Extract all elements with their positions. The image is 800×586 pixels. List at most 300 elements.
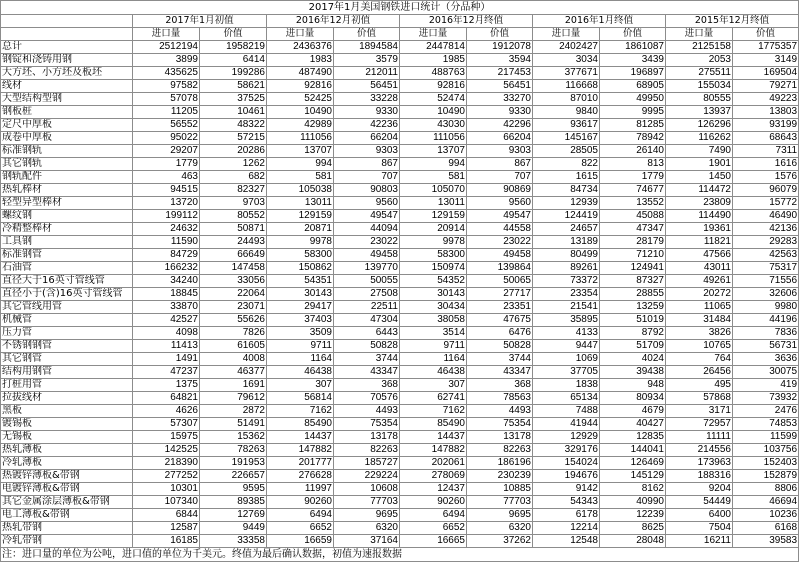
value-cell[interactable]: 6476: [467, 327, 533, 340]
value-cell[interactable]: 42236: [334, 119, 400, 132]
product-label[interactable]: 热轧棒材: [1, 184, 133, 197]
value-cell[interactable]: 152403: [733, 457, 799, 470]
value-cell[interactable]: 33270: [467, 93, 533, 106]
volume-cell[interactable]: 42989: [267, 119, 334, 132]
volume-cell[interactable]: 10765: [666, 340, 733, 353]
product-label[interactable]: 结构用钢管: [1, 366, 133, 379]
volume-cell[interactable]: 37705: [533, 366, 600, 379]
value-cell[interactable]: 1912078: [467, 41, 533, 54]
volume-cell[interactable]: 6844: [133, 509, 200, 522]
value-cell[interactable]: 44094: [334, 223, 400, 236]
volume-cell[interactable]: 94515: [133, 184, 200, 197]
volume-cell[interactable]: 20871: [267, 223, 334, 236]
volume-cell[interactable]: 107340: [133, 496, 200, 509]
value-cell[interactable]: 73932: [733, 392, 799, 405]
value-cell[interactable]: 26140: [600, 145, 666, 158]
value-cell[interactable]: 217453: [467, 67, 533, 80]
volume-cell[interactable]: 52474: [400, 93, 467, 106]
volume-cell[interactable]: 1164: [267, 353, 334, 366]
volume-cell[interactable]: 41944: [533, 418, 600, 431]
volume-cell[interactable]: 20914: [400, 223, 467, 236]
volume-cell[interactable]: 277252: [133, 470, 200, 483]
volume-cell[interactable]: 278069: [400, 470, 467, 483]
value-cell[interactable]: 226657: [200, 470, 267, 483]
volume-cell[interactable]: 12437: [400, 483, 467, 496]
volume-cell[interactable]: 92816: [400, 80, 467, 93]
volume-cell[interactable]: 85490: [400, 418, 467, 431]
volume-cell[interactable]: 1069: [533, 353, 600, 366]
volume-cell[interactable]: 1779: [133, 158, 200, 171]
value-cell[interactable]: 27508: [334, 288, 400, 301]
value-cell[interactable]: 139864: [467, 262, 533, 275]
product-label[interactable]: 大型结构型钢: [1, 93, 133, 106]
volume-cell[interactable]: 35895: [533, 314, 600, 327]
value-cell[interactable]: 9980: [733, 301, 799, 314]
volume-cell[interactable]: 7490: [666, 145, 733, 158]
value-cell[interactable]: 56451: [334, 80, 400, 93]
volume-cell[interactable]: 12939: [533, 197, 600, 210]
volume-cell[interactable]: 6400: [666, 509, 733, 522]
value-cell[interactable]: 6443: [334, 327, 400, 340]
product-label[interactable]: 冷轧带钢: [1, 535, 133, 548]
product-label[interactable]: 标准钢管: [1, 249, 133, 262]
value-header[interactable]: 价值: [334, 28, 400, 41]
value-cell[interactable]: 66204: [334, 132, 400, 145]
product-label[interactable]: 热轧带钢: [1, 522, 133, 535]
volume-cell[interactable]: 54351: [267, 275, 334, 288]
value-cell[interactable]: 82327: [200, 184, 267, 197]
value-cell[interactable]: 43347: [467, 366, 533, 379]
volume-cell[interactable]: 194676: [533, 470, 600, 483]
volume-cell[interactable]: 52425: [267, 93, 334, 106]
value-cell[interactable]: 50055: [334, 275, 400, 288]
value-cell[interactable]: 82263: [467, 444, 533, 457]
product-label[interactable]: 无锡板: [1, 431, 133, 444]
value-cell[interactable]: 55626: [200, 314, 267, 327]
volume-cell[interactable]: 173963: [666, 457, 733, 470]
value-cell[interactable]: 867: [467, 158, 533, 171]
volume-cell[interactable]: 11590: [133, 236, 200, 249]
volume-cell[interactable]: 13707: [400, 145, 467, 158]
value-cell[interactable]: 1861087: [600, 41, 666, 54]
volume-cell[interactable]: 49261: [666, 275, 733, 288]
volume-cell[interactable]: 89261: [533, 262, 600, 275]
value-cell[interactable]: 13178: [334, 431, 400, 444]
value-cell[interactable]: 124941: [600, 262, 666, 275]
volume-cell[interactable]: 2512194: [133, 41, 200, 54]
value-cell[interactable]: 3579: [334, 54, 400, 67]
product-label[interactable]: 总计: [1, 41, 133, 54]
volume-cell[interactable]: 6494: [267, 509, 334, 522]
value-cell[interactable]: 37525: [200, 93, 267, 106]
value-cell[interactable]: 42563: [733, 249, 799, 262]
value-cell[interactable]: 56731: [733, 340, 799, 353]
value-cell[interactable]: 12239: [600, 509, 666, 522]
value-cell[interactable]: 196897: [600, 67, 666, 80]
value-cell[interactable]: 1691: [200, 379, 267, 392]
volume-cell[interactable]: 13720: [133, 197, 200, 210]
volume-cell[interactable]: 377671: [533, 67, 600, 80]
value-cell[interactable]: 56451: [467, 80, 533, 93]
value-cell[interactable]: 6320: [467, 522, 533, 535]
volume-cell[interactable]: 31484: [666, 314, 733, 327]
value-cell[interactable]: 58621: [200, 80, 267, 93]
value-cell[interactable]: 27717: [467, 288, 533, 301]
volume-cell[interactable]: 54449: [666, 496, 733, 509]
product-label[interactable]: 其它钢管: [1, 353, 133, 366]
value-header[interactable]: 价值: [733, 28, 799, 41]
volume-cell[interactable]: 11065: [666, 301, 733, 314]
volume-cell[interactable]: 56552: [133, 119, 200, 132]
value-cell[interactable]: 30075: [733, 366, 799, 379]
volume-cell[interactable]: 14437: [400, 431, 467, 444]
volume-cell[interactable]: 14437: [267, 431, 334, 444]
product-label[interactable]: 电镀锌薄板&带钢: [1, 483, 133, 496]
volume-cell[interactable]: 111056: [400, 132, 467, 145]
value-cell[interactable]: 9560: [467, 197, 533, 210]
value-cell[interactable]: 23351: [467, 301, 533, 314]
volume-cell[interactable]: 24657: [533, 223, 600, 236]
value-cell[interactable]: 49458: [334, 249, 400, 262]
volume-cell[interactable]: 2125158: [666, 41, 733, 54]
volume-cell[interactable]: 30143: [267, 288, 334, 301]
volume-cell[interactable]: 54343: [533, 496, 600, 509]
value-cell[interactable]: 9995: [600, 106, 666, 119]
value-cell[interactable]: 44558: [467, 223, 533, 236]
volume-cell[interactable]: 6178: [533, 509, 600, 522]
value-cell[interactable]: 28855: [600, 288, 666, 301]
value-cell[interactable]: 68643: [733, 132, 799, 145]
value-cell[interactable]: 9303: [334, 145, 400, 158]
value-cell[interactable]: 9330: [334, 106, 400, 119]
value-cell[interactable]: 4493: [334, 405, 400, 418]
value-cell[interactable]: 42136: [733, 223, 799, 236]
value-cell[interactable]: 40427: [600, 418, 666, 431]
volume-cell[interactable]: 1985: [400, 54, 467, 67]
volume-cell[interactable]: 13011: [400, 197, 467, 210]
value-cell[interactable]: 3744: [467, 353, 533, 366]
volume-cell[interactable]: 154024: [533, 457, 600, 470]
value-cell[interactable]: 212011: [334, 67, 400, 80]
volume-cell[interactable]: 87010: [533, 93, 600, 106]
volume-cell[interactable]: 46438: [400, 366, 467, 379]
value-cell[interactable]: 47304: [334, 314, 400, 327]
volume-cell[interactable]: 10490: [400, 106, 467, 119]
volume-cell[interactable]: 147882: [400, 444, 467, 457]
value-cell[interactable]: 948: [600, 379, 666, 392]
value-cell[interactable]: 50065: [467, 275, 533, 288]
volume-cell[interactable]: 57868: [666, 392, 733, 405]
value-cell[interactable]: 3636: [733, 353, 799, 366]
volume-cell[interactable]: 214556: [666, 444, 733, 457]
volume-cell[interactable]: 147882: [267, 444, 334, 457]
period-header[interactable]: 2017年1月初值: [133, 15, 267, 28]
value-cell[interactable]: 89385: [200, 496, 267, 509]
volume-cell[interactable]: 57307: [133, 418, 200, 431]
value-cell[interactable]: 81285: [600, 119, 666, 132]
value-cell[interactable]: 49950: [600, 93, 666, 106]
value-cell[interactable]: 49547: [467, 210, 533, 223]
value-cell[interactable]: 93199: [733, 119, 799, 132]
volume-cell[interactable]: 329176: [533, 444, 600, 457]
value-cell[interactable]: 1779: [600, 171, 666, 184]
volume-cell[interactable]: 30143: [400, 288, 467, 301]
volume-cell[interactable]: 28505: [533, 145, 600, 158]
value-cell[interactable]: 707: [467, 171, 533, 184]
value-cell[interactable]: 8625: [600, 522, 666, 535]
volume-cell[interactable]: 16211: [666, 535, 733, 548]
value-cell[interactable]: 10236: [733, 509, 799, 522]
value-cell[interactable]: 33056: [200, 275, 267, 288]
volume-cell[interactable]: 47566: [666, 249, 733, 262]
value-cell[interactable]: 4008: [200, 353, 267, 366]
volume-cell[interactable]: 9711: [267, 340, 334, 353]
volume-cell[interactable]: 93617: [533, 119, 600, 132]
value-cell[interactable]: 103756: [733, 444, 799, 457]
value-cell[interactable]: 199286: [200, 67, 267, 80]
volume-header[interactable]: 进口量: [267, 28, 334, 41]
volume-cell[interactable]: 12587: [133, 522, 200, 535]
product-label[interactable]: 轻型异型棒材: [1, 197, 133, 210]
volume-cell[interactable]: 3171: [666, 405, 733, 418]
volume-cell[interactable]: 116262: [666, 132, 733, 145]
value-cell[interactable]: 23022: [467, 236, 533, 249]
volume-cell[interactable]: 3899: [133, 54, 200, 67]
volume-cell[interactable]: 199112: [133, 210, 200, 223]
volume-cell[interactable]: 822: [533, 158, 600, 171]
value-cell[interactable]: 229224: [334, 470, 400, 483]
value-cell[interactable]: 1262: [200, 158, 267, 171]
period-header[interactable]: 2015年12月终值: [666, 15, 799, 28]
value-cell[interactable]: 12835: [600, 431, 666, 444]
value-cell[interactable]: 230239: [467, 470, 533, 483]
value-cell[interactable]: 368: [334, 379, 400, 392]
volume-cell[interactable]: 487490: [267, 67, 334, 80]
value-cell[interactable]: 43347: [334, 366, 400, 379]
value-cell[interactable]: 68905: [600, 80, 666, 93]
volume-cell[interactable]: 13189: [533, 236, 600, 249]
value-cell[interactable]: 49223: [733, 93, 799, 106]
volume-cell[interactable]: 19361: [666, 223, 733, 236]
value-cell[interactable]: 6414: [200, 54, 267, 67]
value-cell[interactable]: 1616: [733, 158, 799, 171]
volume-cell[interactable]: 90260: [400, 496, 467, 509]
product-label[interactable]: 钢板桩: [1, 106, 133, 119]
value-cell[interactable]: 79612: [200, 392, 267, 405]
value-cell[interactable]: 74677: [600, 184, 666, 197]
volume-cell[interactable]: 56814: [267, 392, 334, 405]
value-cell[interactable]: 6168: [733, 522, 799, 535]
value-header[interactable]: 价值: [467, 28, 533, 41]
volume-cell[interactable]: 42527: [133, 314, 200, 327]
volume-cell[interactable]: 1491: [133, 353, 200, 366]
value-cell[interactable]: 682: [200, 171, 267, 184]
value-cell[interactable]: 46694: [733, 496, 799, 509]
value-cell[interactable]: 23022: [334, 236, 400, 249]
product-label[interactable]: 石油管: [1, 262, 133, 275]
volume-cell[interactable]: 84734: [533, 184, 600, 197]
value-cell[interactable]: 7836: [733, 327, 799, 340]
volume-cell[interactable]: 463: [133, 171, 200, 184]
value-cell[interactable]: 77703: [467, 496, 533, 509]
volume-cell[interactable]: 30434: [400, 301, 467, 314]
volume-cell[interactable]: 12929: [533, 431, 600, 444]
volume-header[interactable]: 进口量: [133, 28, 200, 41]
volume-cell[interactable]: 54352: [400, 275, 467, 288]
volume-cell[interactable]: 2436376: [267, 41, 334, 54]
value-cell[interactable]: 12769: [200, 509, 267, 522]
product-label[interactable]: 其它金属涂层薄板&带钢: [1, 496, 133, 509]
value-cell[interactable]: 10461: [200, 106, 267, 119]
value-cell[interactable]: 1894584: [334, 41, 400, 54]
value-cell[interactable]: 4493: [467, 405, 533, 418]
volume-cell[interactable]: 2447814: [400, 41, 467, 54]
volume-cell[interactable]: 46438: [267, 366, 334, 379]
period-header[interactable]: 2016年1月终值: [533, 15, 666, 28]
value-cell[interactable]: 80934: [600, 392, 666, 405]
volume-cell[interactable]: 33870: [133, 301, 200, 314]
volume-header[interactable]: 进口量: [666, 28, 733, 41]
volume-cell[interactable]: 114490: [666, 210, 733, 223]
volume-cell[interactable]: 10301: [133, 483, 200, 496]
volume-cell[interactable]: 23354: [533, 288, 600, 301]
volume-cell[interactable]: 20272: [666, 288, 733, 301]
volume-cell[interactable]: 150974: [400, 262, 467, 275]
volume-cell[interactable]: 92816: [267, 80, 334, 93]
value-cell[interactable]: 20286: [200, 145, 267, 158]
value-cell[interactable]: 126469: [600, 457, 666, 470]
product-label[interactable]: 直径小于(含)16英寸管线管: [1, 288, 133, 301]
volume-cell[interactable]: 16665: [400, 535, 467, 548]
product-label[interactable]: 其它管线用管: [1, 301, 133, 314]
value-cell[interactable]: 75317: [733, 262, 799, 275]
value-cell[interactable]: 37164: [334, 535, 400, 548]
volume-cell[interactable]: 218390: [133, 457, 200, 470]
value-cell[interactable]: 186196: [467, 457, 533, 470]
volume-cell[interactable]: 11111: [666, 431, 733, 444]
value-cell[interactable]: 71556: [733, 275, 799, 288]
volume-cell[interactable]: 488763: [400, 67, 467, 80]
value-cell[interactable]: 39583: [733, 535, 799, 548]
value-cell[interactable]: 8806: [733, 483, 799, 496]
volume-cell[interactable]: 581: [267, 171, 334, 184]
product-label[interactable]: 其它钢轨: [1, 158, 133, 171]
volume-cell[interactable]: 73372: [533, 275, 600, 288]
value-cell[interactable]: 7826: [200, 327, 267, 340]
product-label[interactable]: 钢锭和浇铸用钢: [1, 54, 133, 67]
value-cell[interactable]: 1576: [733, 171, 799, 184]
product-label[interactable]: 大方坯、小方坯及板坯: [1, 67, 133, 80]
value-cell[interactable]: 61605: [200, 340, 267, 353]
volume-cell[interactable]: 129159: [400, 210, 467, 223]
volume-cell[interactable]: 6652: [267, 522, 334, 535]
value-cell[interactable]: 47675: [467, 314, 533, 327]
value-cell[interactable]: 90869: [467, 184, 533, 197]
volume-cell[interactable]: 150862: [267, 262, 334, 275]
value-cell[interactable]: 7311: [733, 145, 799, 158]
volume-cell[interactable]: 80499: [533, 249, 600, 262]
value-cell[interactable]: 15772: [733, 197, 799, 210]
product-label[interactable]: 压力管: [1, 327, 133, 340]
value-cell[interactable]: 147458: [200, 262, 267, 275]
volume-cell[interactable]: 2053: [666, 54, 733, 67]
value-cell[interactable]: 9595: [200, 483, 267, 496]
volume-cell[interactable]: 24632: [133, 223, 200, 236]
value-cell[interactable]: 1775357: [733, 41, 799, 54]
volume-cell[interactable]: 43030: [400, 119, 467, 132]
value-cell[interactable]: 22064: [200, 288, 267, 301]
value-cell[interactable]: 66204: [467, 132, 533, 145]
value-cell[interactable]: 50828: [467, 340, 533, 353]
value-cell[interactable]: 139770: [334, 262, 400, 275]
product-label[interactable]: 热镀锌薄板&带钢: [1, 470, 133, 483]
value-cell[interactable]: 368: [467, 379, 533, 392]
volume-cell[interactable]: 13937: [666, 106, 733, 119]
value-cell[interactable]: 57215: [200, 132, 267, 145]
value-cell[interactable]: 51019: [600, 314, 666, 327]
volume-cell[interactable]: 15975: [133, 431, 200, 444]
value-cell[interactable]: 45088: [600, 210, 666, 223]
volume-cell[interactable]: 58300: [400, 249, 467, 262]
value-cell[interactable]: 37262: [467, 535, 533, 548]
volume-cell[interactable]: 116668: [533, 80, 600, 93]
volume-cell[interactable]: 275511: [666, 67, 733, 80]
value-cell[interactable]: 29283: [733, 236, 799, 249]
volume-cell[interactable]: 18845: [133, 288, 200, 301]
volume-cell[interactable]: 126296: [666, 119, 733, 132]
product-label[interactable]: 镀锡板: [1, 418, 133, 431]
volume-cell[interactable]: 23809: [666, 197, 733, 210]
volume-cell[interactable]: 64821: [133, 392, 200, 405]
value-cell[interactable]: 10885: [467, 483, 533, 496]
volume-cell[interactable]: 105038: [267, 184, 334, 197]
value-cell[interactable]: 4679: [600, 405, 666, 418]
volume-cell[interactable]: 58300: [267, 249, 334, 262]
value-cell[interactable]: 75354: [334, 418, 400, 431]
value-cell[interactable]: 49458: [467, 249, 533, 262]
value-cell[interactable]: 75354: [467, 418, 533, 431]
volume-header[interactable]: 进口量: [533, 28, 600, 41]
value-cell[interactable]: 867: [334, 158, 400, 171]
volume-cell[interactable]: 34240: [133, 275, 200, 288]
volume-cell[interactable]: 80555: [666, 93, 733, 106]
volume-cell[interactable]: 6652: [400, 522, 467, 535]
value-cell[interactable]: 66649: [200, 249, 267, 262]
value-cell[interactable]: 9695: [467, 509, 533, 522]
value-cell[interactable]: 22511: [334, 301, 400, 314]
volume-cell[interactable]: 11821: [666, 236, 733, 249]
footnote[interactable]: 注：进口量的单位为公吨，进口值的单位为千美元。终值为最后确认数据，初值为速报数据: [1, 548, 799, 562]
value-cell[interactable]: 8792: [600, 327, 666, 340]
volume-cell[interactable]: 11997: [267, 483, 334, 496]
value-cell[interactable]: 9449: [200, 522, 267, 535]
product-label[interactable]: 电工薄板&带钢: [1, 509, 133, 522]
volume-cell[interactable]: 85490: [267, 418, 334, 431]
value-cell[interactable]: 3149: [733, 54, 799, 67]
value-header[interactable]: 价值: [600, 28, 666, 41]
value-cell[interactable]: 9703: [200, 197, 267, 210]
value-cell[interactable]: 71210: [600, 249, 666, 262]
volume-cell[interactable]: 188316: [666, 470, 733, 483]
volume-cell[interactable]: 29207: [133, 145, 200, 158]
volume-cell[interactable]: 9978: [267, 236, 334, 249]
value-cell[interactable]: 46377: [200, 366, 267, 379]
value-cell[interactable]: 10608: [334, 483, 400, 496]
value-cell[interactable]: 145129: [600, 470, 666, 483]
volume-cell[interactable]: 11205: [133, 106, 200, 119]
volume-cell[interactable]: 994: [400, 158, 467, 171]
volume-cell[interactable]: 16659: [267, 535, 334, 548]
